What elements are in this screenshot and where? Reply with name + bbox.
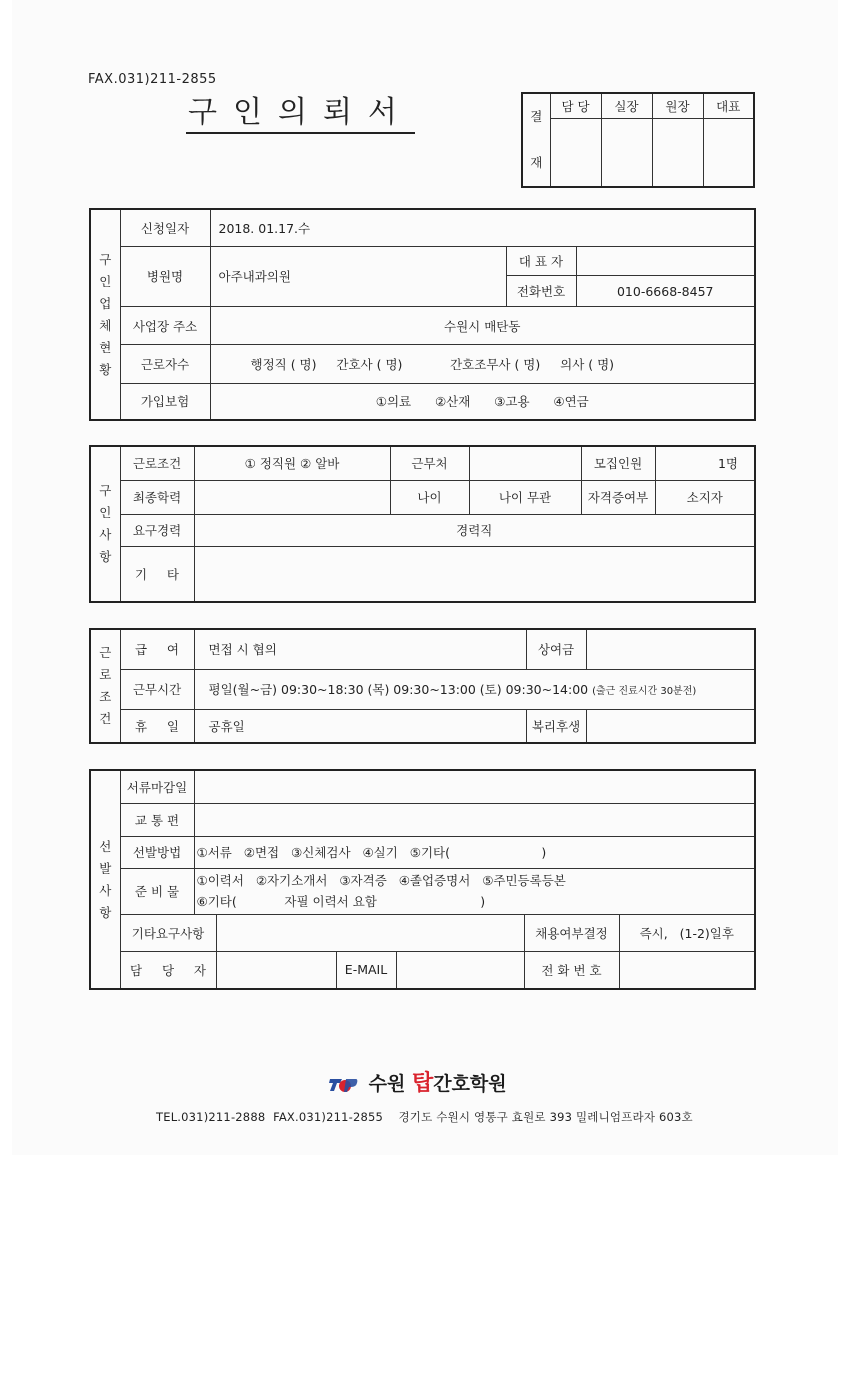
holiday-label: 휴 일	[120, 709, 194, 743]
welfare-field[interactable]	[586, 709, 755, 743]
workplace-field[interactable]	[469, 446, 581, 480]
hours-text: 평일(월~금) 09:30~18:30 (목) 09:30~13:00 (토) 09:30~14:00	[208, 682, 589, 697]
docs-field[interactable]	[194, 868, 755, 914]
workplace-label: 근무처	[390, 446, 469, 480]
workers-doctor: 의사 ( 명)	[560, 357, 615, 373]
insurance-field[interactable]	[210, 383, 755, 420]
logo-text-red: 탑	[411, 1071, 434, 1096]
decision-field[interactable]: 즉시, (1-2)일후	[619, 914, 755, 951]
approval-sign-manager[interactable]	[550, 118, 601, 187]
insurance-pension[interactable]: ④연금	[553, 394, 589, 410]
bonus-label: 상여금	[526, 629, 586, 669]
deadline-field[interactable]	[194, 770, 755, 803]
license-field[interactable]: 소지자	[655, 480, 755, 514]
workers-field[interactable]	[210, 345, 755, 384]
approval-side-label: 결 재	[522, 93, 550, 187]
academy-logo-icon	[328, 1075, 358, 1095]
ceo-field[interactable]	[576, 247, 755, 276]
terms-section	[89, 628, 756, 744]
other-label: 기타요구사항	[120, 914, 216, 951]
hours-field[interactable]	[194, 669, 755, 709]
salary-field[interactable]: 면접 시 협의	[194, 629, 526, 669]
docs-line-1: ①이력서 ②자기소개서 ③자격증 ④졸업증명서 ⑤주민등록등본	[196, 873, 566, 888]
workers-label: 근로자수	[120, 345, 210, 384]
insurance-medical[interactable]: ①의료	[375, 394, 412, 410]
docs-line-2: ⑥기타( 자필 이력서 요함 )	[196, 894, 486, 909]
education-field[interactable]	[194, 480, 390, 514]
tel-field[interactable]	[619, 951, 755, 989]
fax-number: FAX.031)211-2855	[88, 72, 217, 87]
logo-text-pre: 수원	[368, 1073, 412, 1095]
transport-label: 교 통 편	[120, 803, 194, 836]
decision-label: 채용여부결정	[524, 914, 619, 951]
ceo-label: 대 표 자	[506, 247, 576, 276]
license-label: 자격증여부	[581, 480, 655, 514]
hospital-label: 병원명	[120, 247, 210, 307]
workers-nurse-aide: 간호조무사 ( 명)	[450, 357, 541, 373]
manager-field[interactable]	[216, 951, 336, 989]
page-title: 구인의뢰서	[186, 96, 415, 134]
approval-sign-chief[interactable]	[601, 118, 652, 187]
approval-col-chief: 실장	[601, 93, 652, 118]
approval-sign-ceo[interactable]	[703, 118, 754, 187]
approval-sign-director[interactable]	[652, 118, 703, 187]
hours-note: (출근 진료시간 30분전)	[592, 686, 697, 697]
tel-label: 전 화 번 호	[524, 951, 619, 989]
address-label: 사업장 주소	[120, 306, 210, 345]
welfare-label: 복리후생	[526, 709, 586, 743]
experience-field[interactable]: 경력직	[194, 514, 755, 546]
insurance-accident[interactable]: ②산재	[434, 394, 471, 410]
age-label: 나이	[390, 480, 469, 514]
insurance-label: 가입보험	[120, 383, 210, 420]
email-field[interactable]	[396, 951, 524, 989]
footer-contact: TEL.031)211-2888 FAX.031)211-2855 경기도 수원시 영통구 효원로 393 밀레니엄프라자 603호	[156, 1110, 693, 1124]
selection-side-label: 선 발 사 항	[90, 770, 120, 989]
terms-side-label: 근 로 조 건	[90, 629, 120, 743]
workers-nurse: 간호사 ( 명)	[336, 357, 403, 373]
age-field[interactable]: 나이 무관	[469, 480, 581, 514]
address-field[interactable]: 수원시 매탄동	[210, 306, 755, 345]
hiring-side-label: 구 인 사 항	[90, 446, 120, 602]
education-label: 최종학력	[120, 480, 194, 514]
apply-date-label: 신청일자	[120, 209, 210, 247]
bonus-field[interactable]	[586, 629, 755, 669]
conditions-field[interactable]: ① 정직원 ② 알바	[194, 446, 390, 480]
workers-admin: 행정직 ( 명)	[250, 357, 317, 373]
logo-text-post: 간호학원	[433, 1073, 507, 1095]
salary-label: 급 여	[120, 629, 194, 669]
experience-label: 요구경력	[120, 514, 194, 546]
deadline-label: 서류마감일	[120, 770, 194, 803]
headcount-label: 모집인원	[581, 446, 655, 480]
hiring-section	[89, 445, 756, 603]
docs-label: 준 비 물	[120, 868, 194, 914]
headcount-field[interactable]: 1명	[655, 446, 755, 480]
phone-field[interactable]: 010-6668-8457	[576, 276, 755, 306]
etc-label: 기 타	[120, 546, 194, 602]
manager-label: 담 당 자	[120, 951, 216, 989]
etc-field[interactable]	[194, 546, 755, 602]
company-side-label: 구 인 업 체 현 황	[90, 209, 120, 420]
apply-date-field[interactable]: 2018. 01.17.수	[210, 209, 755, 247]
transport-field[interactable]	[194, 803, 755, 836]
academy-logo	[328, 1066, 507, 1097]
approval-col-director: 원장	[652, 93, 703, 118]
approval-col-manager: 담 당	[550, 93, 601, 118]
approval-col-ceo: 대표	[703, 93, 754, 118]
other-field[interactable]	[216, 914, 524, 951]
insurance-employment[interactable]: ③고용	[494, 394, 530, 410]
method-field[interactable]: ①서류 ②면접 ③신체검사 ④실기 ⑤기타( )	[194, 836, 755, 868]
company-section	[89, 208, 756, 421]
approval-table	[521, 92, 755, 188]
selection-section	[89, 769, 756, 990]
hours-label: 근무시간	[120, 669, 194, 709]
method-label: 선발방법	[120, 836, 194, 868]
phone-label: 전화번호	[506, 276, 576, 306]
hospital-field[interactable]: 아주내과의원	[210, 247, 506, 307]
holiday-field[interactable]: 공휴일	[194, 709, 526, 743]
email-label: E-MAIL	[336, 951, 396, 989]
conditions-label: 근로조건	[120, 446, 194, 480]
